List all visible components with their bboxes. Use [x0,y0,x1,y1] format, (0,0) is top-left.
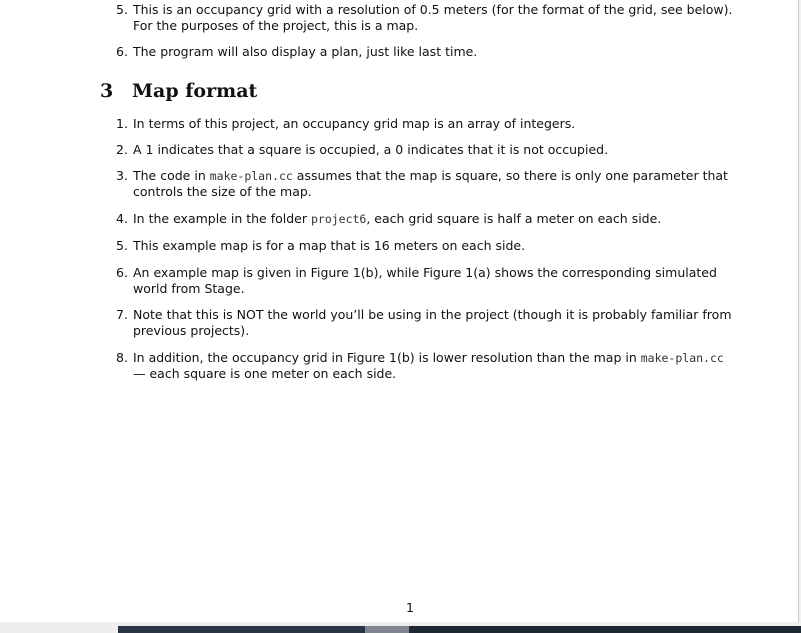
list-item-text: A 1 indicates that a square is occupied, a 0 indicates that it is not occupied. [133,142,609,157]
taskbar-segment [365,626,409,633]
list-item-number: 5. [116,238,128,253]
list-item-text: In the example in the folder project6, each grid square is half a meter on each side. [133,211,662,226]
list-item-number: 2. [116,142,128,157]
list-item-text: In terms of this project, an occupancy grid map is an array of integers. [133,116,576,131]
list-item-number: 6. [116,44,128,59]
list-item-text: In addition, the occupancy grid in Figure 1(b) is lower resolution than the map in make-plan.cc — each square is one meter on each side. [133,350,724,381]
section-number: 3 [100,80,114,102]
list-item-number: 4. [116,211,128,226]
inline-code: project6 [310,212,367,226]
list-item-number: 3. [116,168,128,183]
list-item-text: This is an occupancy grid with a resolution of 0.5 meters (for the format of the grid, see below). For the purposes of the project, this is a map. [133,2,733,33]
list-item-text: An example map is given in Figure 1(b), while Figure 1(a) shows the corresponding simulated world from Stage. [133,265,717,296]
bottom-taskbar-strip [0,622,801,633]
page-number: 1 [406,600,414,615]
list-item-number: 5. [116,2,128,17]
list-item-text: The program will also display a plan, just like last time. [133,44,478,59]
list-item-text: Note that this is NOT the world you’ll be using in the project (though it is probably familiar from previous projects). [133,307,732,338]
list-item-number: 6. [116,265,128,280]
list-item-number: 8. [116,350,128,365]
section-heading [100,80,257,102]
inline-code: make-plan.cc [209,169,293,183]
list-item-number: 7. [116,307,128,322]
list-item-text: This example map is for a map that is 16 meters on each side. [133,238,526,253]
list-item-text: The code in make-plan.cc assumes that the map is square, so there is only one parameter that controls the size of the map. [133,168,728,199]
taskbar-segment [409,626,801,633]
section-title: Map format [132,80,258,102]
list-item-number: 1. [116,116,128,131]
inline-code: make-plan.cc [640,351,724,365]
taskbar-segment [118,626,365,633]
